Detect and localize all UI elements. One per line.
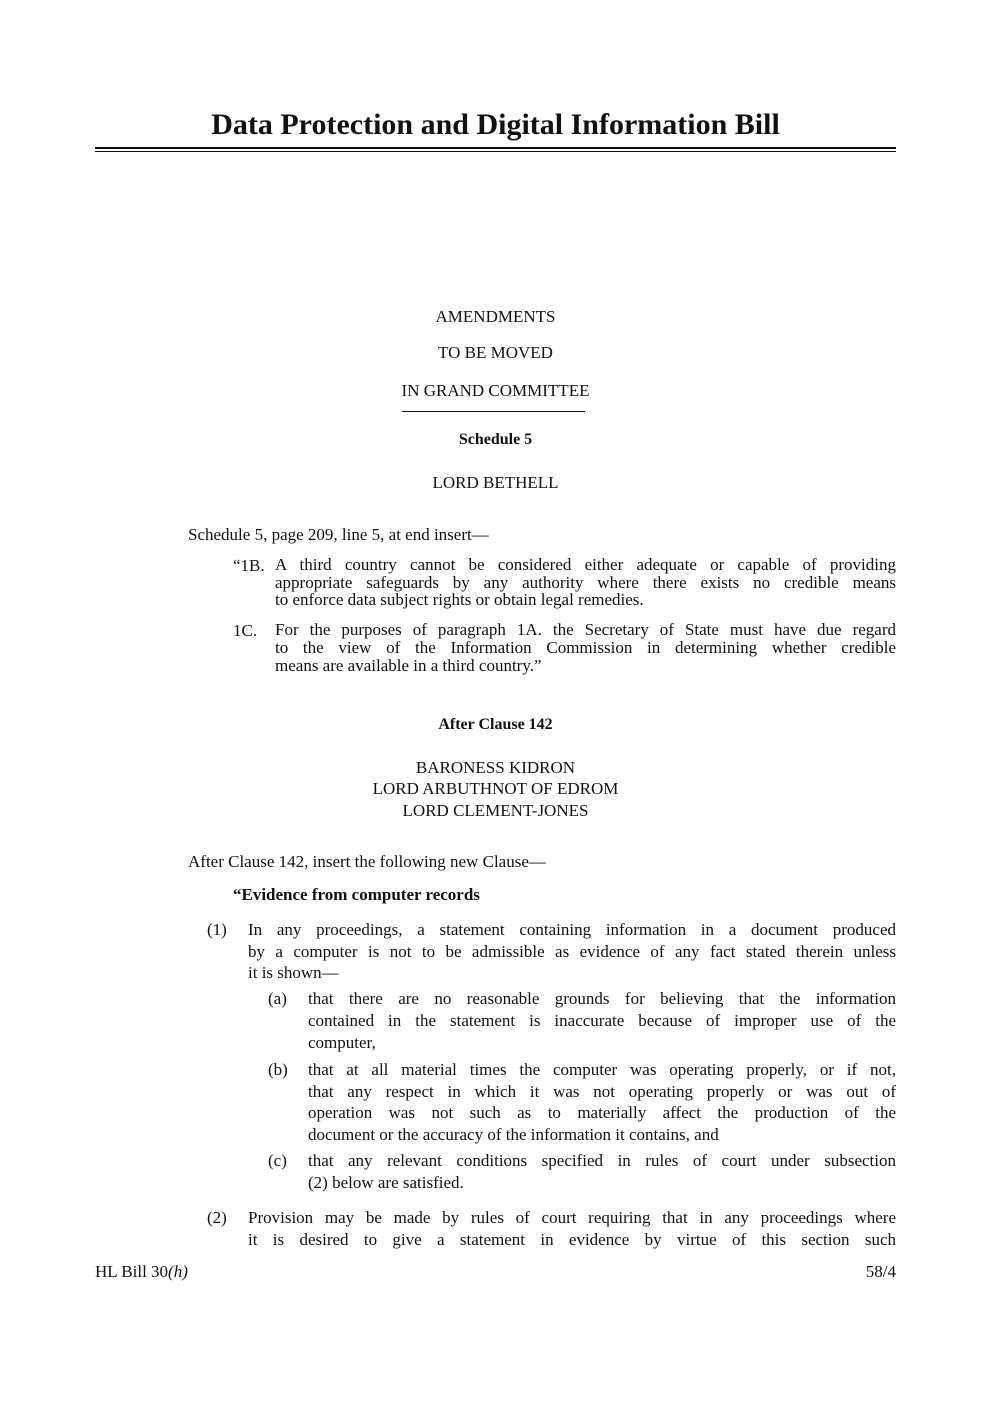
subsection-line: it is desired to give a statement in evidence by virtue of this section such: [248, 1230, 896, 1249]
cover-to-be-moved: TO BE MOVED: [438, 343, 553, 362]
bill-reference: [95, 1262, 188, 1282]
para-line: to enforce data subject rights or obtain legal remedies.: [275, 590, 644, 609]
subsection-label: (2): [207, 1208, 227, 1227]
amendment-instruction: Schedule 5, page 209, line 5, at end insert—: [188, 525, 489, 544]
para-line: A third country cannot be considered either adequate or capable of providing: [275, 555, 896, 574]
cover-grand-committee: IN GRAND COMMITTEE: [401, 381, 590, 400]
mover-name: LORD BETHELL: [432, 473, 559, 492]
item-line: document or the accuracy of the information it contains, and: [308, 1125, 719, 1144]
item-line: that there are no reasonable grounds for believing that the information: [308, 989, 896, 1008]
item-line: operation was not such as to materially affect the production of the: [308, 1103, 896, 1122]
item-line: that at all material times the computer was operating properly, or if not,: [308, 1060, 896, 1079]
subsection-line: it is shown—: [248, 963, 339, 982]
item-label: (a): [268, 989, 287, 1008]
item-label: (b): [268, 1060, 288, 1079]
clause-title: “Evidence from computer records: [233, 885, 480, 904]
item-line: (2) below are satisfied.: [308, 1173, 464, 1192]
item-line: contained in the statement is inaccurate because of improper use of the: [308, 1011, 896, 1030]
mover-name: BARONESS KIDRON: [415, 758, 576, 777]
item-label: (c): [268, 1151, 287, 1170]
subsection-line: Provision may be made by rules of court requiring that in any proceedings where: [248, 1208, 896, 1227]
para-line: to the view of the Information Commission in determining whether credible: [275, 638, 896, 657]
title-rule-bottom: [95, 151, 896, 152]
mover-name: LORD ARBUTHNOT OF EDROM: [372, 779, 619, 798]
cover-rule: [402, 411, 585, 412]
section-heading-after-clause-142: After Clause 142: [438, 716, 553, 733]
item-line: that any respect in which it was not operating properly or was out of: [308, 1082, 896, 1101]
bill-reference-suffix: (h): [168, 1262, 188, 1281]
para-label: 1C.: [233, 621, 258, 640]
bill-reference-number: HL Bill 30: [95, 1262, 169, 1281]
para-label: “1B.: [233, 556, 265, 575]
cover-amendments: AMENDMENTS: [435, 307, 556, 326]
subsection-label: (1): [207, 920, 227, 939]
subsection-line: In any proceedings, a statement containing information in a document produced: [248, 920, 896, 939]
document-title: Data Protection and Digital Information Bill: [211, 108, 780, 141]
para-line: appropriate safeguards by any authority where there exists no credible means: [275, 573, 896, 592]
page-number: 58/4: [865, 1262, 896, 1281]
mover-name: LORD CLEMENT-JONES: [402, 801, 589, 820]
title-rule-top: [95, 147, 896, 149]
para-line: For the purposes of paragraph 1A. the Secretary of State must have due regard: [275, 620, 896, 639]
para-line: means are available in a third country.”: [275, 656, 542, 675]
item-line: computer,: [308, 1033, 376, 1052]
section-heading-schedule-5: Schedule 5: [458, 431, 533, 448]
subsection-line: by a computer is not to be admissible as evidence of any fact stated therein unless: [248, 942, 896, 961]
amendment-instruction: After Clause 142, insert the following new Clause—: [188, 852, 546, 871]
item-line: that any relevant conditions specified in rules of court under subsection: [308, 1151, 896, 1170]
